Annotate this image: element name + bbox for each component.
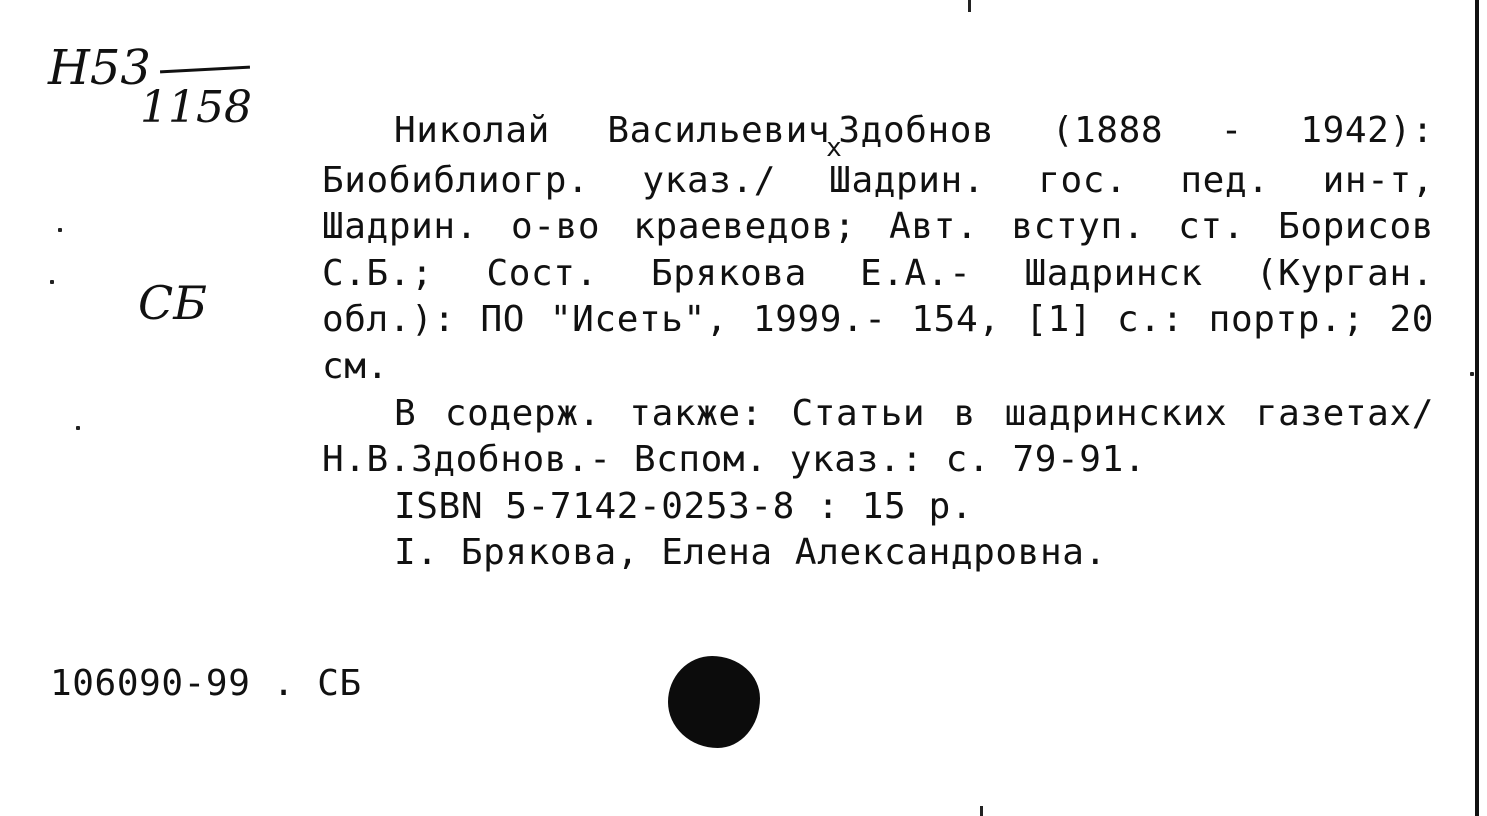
speck [1470, 372, 1474, 376]
entry-heading: Николай Васильевич [394, 110, 831, 151]
fund-mark: СБ [138, 276, 207, 330]
contents-note: В содерж. также: Статьи в шадринских газетах/ Н.В.Здобнов.- Вспом. указ.: с. 79-91. [322, 392, 1434, 481]
shelf-mark-bottom: 1158 [140, 82, 252, 133]
punched-hole [668, 656, 760, 748]
isbn-line: ISBN 5-7142-0253-8 : 15 р. [394, 485, 974, 527]
shelf-mark-divider [160, 66, 250, 74]
bibliographic-entry [322, 108, 1434, 577]
shelf-mark-top: Н53 [48, 40, 151, 96]
inventory-number: 106090-99 . СБ [50, 663, 362, 704]
card-right-edge [1475, 0, 1479, 816]
entry-description: Здобнов (1888 - 1942): Биобиблиогр. указ./ Шадрин. гос. пед. ин-т, Шадрин. о-во краеведов; Авт. вступ. ст. Борисов С.Б.; Сост. Брякова Е.А.- Шадринск (Курган. обл.): ПО "Исеть", 1999.- 154, [1] с.: портр.; 20 см. [322, 110, 1434, 387]
insert-mark: x [826, 133, 843, 163]
top-tick-mark [968, 0, 971, 12]
speck [58, 228, 62, 232]
speck [76, 426, 80, 430]
speck [50, 280, 54, 284]
bottom-tick-mark [980, 806, 983, 816]
added-entry: I. Брякова, Елена Александровна. [394, 532, 1107, 574]
title-paragraph [322, 108, 1434, 391]
